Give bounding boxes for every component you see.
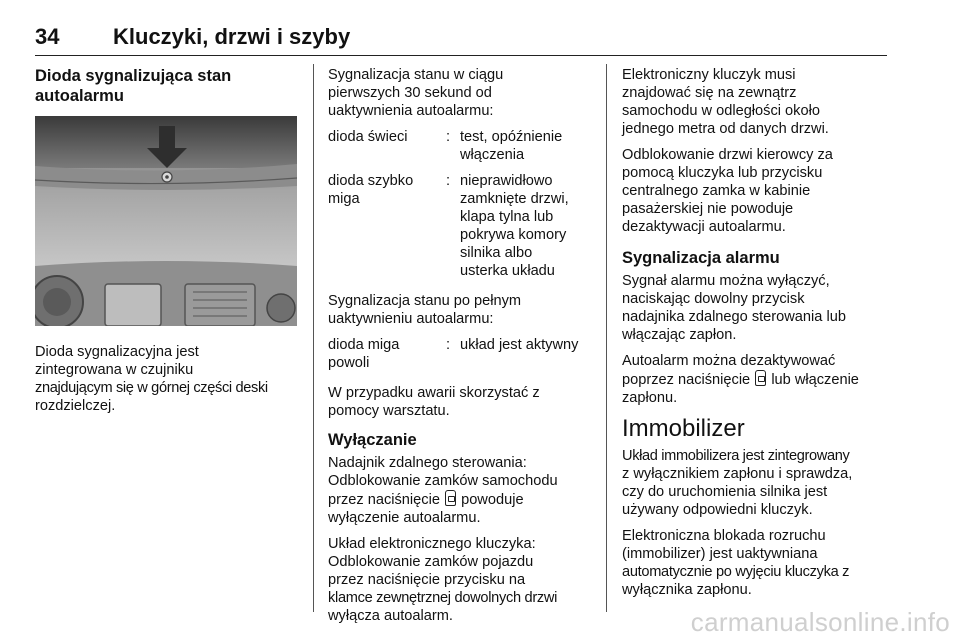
text-line: uaktywnienia autoalarmu:	[328, 103, 494, 119]
text-line: Sygnał alarmu można wyłączyć,	[622, 273, 830, 289]
text-line: Odblokowanie zamków samochodu	[328, 473, 558, 489]
column-3	[622, 66, 890, 607]
page-title: Kluczyki, drzwi i szyby	[113, 24, 351, 49]
intro-full-armed	[328, 292, 600, 328]
term-line: dioda miga	[328, 337, 400, 353]
status-term	[328, 336, 446, 372]
text-line: pasażerskiej nie powoduje	[622, 201, 794, 217]
desc-line: zamknięte drzwi,	[460, 191, 569, 207]
status-row	[328, 128, 600, 164]
status-row	[328, 336, 600, 372]
text-line: Układ elektronicznego kluczyka:	[328, 536, 536, 552]
text-line	[622, 370, 890, 389]
text-line: pomocy warsztatu.	[328, 403, 450, 419]
text-line: zapłonu.	[622, 390, 678, 406]
text-line: przez naciśnięcie przycisku na	[328, 572, 526, 588]
intro-first-30s	[328, 66, 600, 120]
text-line: centralnego zamka w kabinie	[622, 183, 811, 199]
desc-line: nieprawidłowo	[460, 173, 553, 189]
immobilizer-note-2	[622, 527, 890, 599]
dashboard-photo	[35, 116, 297, 326]
term-line: powoli	[328, 355, 370, 371]
text-line: włączając zapłon.	[622, 327, 737, 343]
text-line: klamce zewnętrznej dowolnych drzwi	[328, 590, 558, 606]
text-line: wyłącza autoalarm.	[328, 608, 453, 624]
column-1	[35, 66, 305, 110]
desc-line: układ jest aktywny	[460, 337, 579, 353]
driver-unlock-note	[622, 146, 890, 236]
section-heading-alarm: Sygnalizacja alarmu	[622, 249, 780, 267]
text-line: pierwszych 30 sekund od	[328, 85, 492, 101]
text-line: Sygnalizacja stanu po pełnym	[328, 293, 522, 309]
text-line: wyłączenie autoalarmu.	[328, 510, 481, 526]
status-desc	[460, 336, 600, 372]
unlock-key-icon	[445, 490, 456, 506]
status-row	[328, 172, 600, 280]
text-fragment: powoduje	[461, 492, 524, 508]
deactivate-note	[622, 352, 890, 407]
header-rule	[35, 55, 887, 56]
text-line: Elektroniczny kluczyk musi	[622, 67, 796, 83]
status-term	[328, 172, 446, 280]
desc-line: klapa tylna lub	[460, 209, 554, 225]
term-line: miga	[328, 191, 360, 207]
text-line: naciskając dowolny przycisk	[622, 291, 805, 307]
text-line: wyłącznika zapłonu.	[622, 582, 752, 598]
text-line: Nadajnik zdalnego sterowania:	[328, 455, 527, 471]
text-line: używany odpowiedni kluczyk.	[622, 502, 813, 518]
text-line: czy do uruchomienia silnika jest	[622, 484, 828, 500]
status-separator: :	[446, 173, 451, 189]
text-line: W przypadku awarii skorzystać z	[328, 385, 540, 401]
failure-note	[328, 384, 600, 420]
text-fragment: poprzez naciśnięcie	[622, 372, 751, 388]
text-line: dezaktywacji autoalarmu.	[622, 219, 786, 235]
desc-line: włączenia	[460, 147, 525, 163]
desc-line: test, opóźnienie	[460, 129, 563, 145]
text-line: Elektroniczna blokada rozruchu	[622, 528, 826, 544]
text-fragment: przez naciśnięcie	[328, 492, 440, 508]
text-line: Sygnalizacja stanu w ciągu	[328, 67, 504, 83]
status-term	[328, 128, 446, 164]
caption-line: Dioda sygnalizacyjna jest	[35, 344, 199, 360]
column-2	[328, 66, 600, 633]
section-heading-disarm: Wyłączanie	[328, 431, 417, 449]
caption-line: znajdującym się w górnej części deski	[35, 380, 268, 396]
text-line: uaktywnieniu autoalarmu:	[328, 311, 494, 327]
unlock-key-icon	[755, 370, 766, 386]
heading-line: autoalarmu	[35, 87, 124, 105]
term-line: dioda szybko	[328, 173, 414, 189]
text-fragment: lub włączenie	[771, 372, 859, 388]
column-divider-1	[313, 64, 314, 612]
immobilizer-note-1	[622, 447, 890, 519]
text-line: pomocą kluczyka lub przycisku	[622, 165, 823, 181]
caption-line: zintegrowana w czujniku	[35, 362, 194, 378]
text-line: jednego metra od danych drzwi.	[622, 121, 829, 137]
desc-line: pokrywa komory	[460, 227, 567, 243]
desc-line: silnika albo	[460, 245, 533, 261]
text-line	[328, 490, 600, 509]
text-line: z wyłącznikiem zapłonu i sprawdza,	[622, 466, 853, 482]
photo-caption	[35, 343, 307, 415]
text-line: Odblokowanie zamków pojazdu	[328, 554, 534, 570]
text-line: nadajnika zdalnego sterowania lub	[622, 309, 846, 325]
remote-disarm	[328, 454, 600, 527]
section-heading-led	[35, 66, 305, 106]
status-separator: :	[446, 337, 451, 353]
term-line: dioda świeci	[328, 129, 408, 145]
caption-line: rozdzielczej.	[35, 398, 116, 414]
status-desc	[460, 172, 600, 280]
text-line: samochodu w odległości około	[622, 103, 820, 119]
text-line: Odblokowanie drzwi kierowcy za	[622, 147, 833, 163]
keyless-disarm	[328, 535, 600, 625]
section-heading-immobilizer: Immobilizer	[622, 415, 745, 442]
status-separator: :	[446, 129, 451, 145]
text-line: znajdować się na zewnątrz	[622, 85, 797, 101]
alarm-off-note	[622, 272, 890, 344]
text-line: automatycznie po wyjęciu kluczyka z	[622, 564, 850, 580]
text-line: Układ immobilizera jest zintegrowany	[622, 448, 850, 464]
status-desc	[460, 128, 600, 164]
page-number: 34	[35, 24, 60, 49]
dashboard-led-illustration	[35, 116, 297, 326]
desc-line: usterka układu	[460, 263, 555, 279]
text-line: Autoalarm można dezaktywować	[622, 353, 836, 369]
heading-line: Dioda sygnalizująca stan	[35, 67, 232, 85]
key-distance-note	[622, 66, 890, 138]
text-line: (immobilizer) jest uaktywniana	[622, 546, 818, 562]
watermark-link[interactable]: carmanualsonline.info	[690, 607, 950, 637]
column-divider-2	[606, 64, 607, 612]
